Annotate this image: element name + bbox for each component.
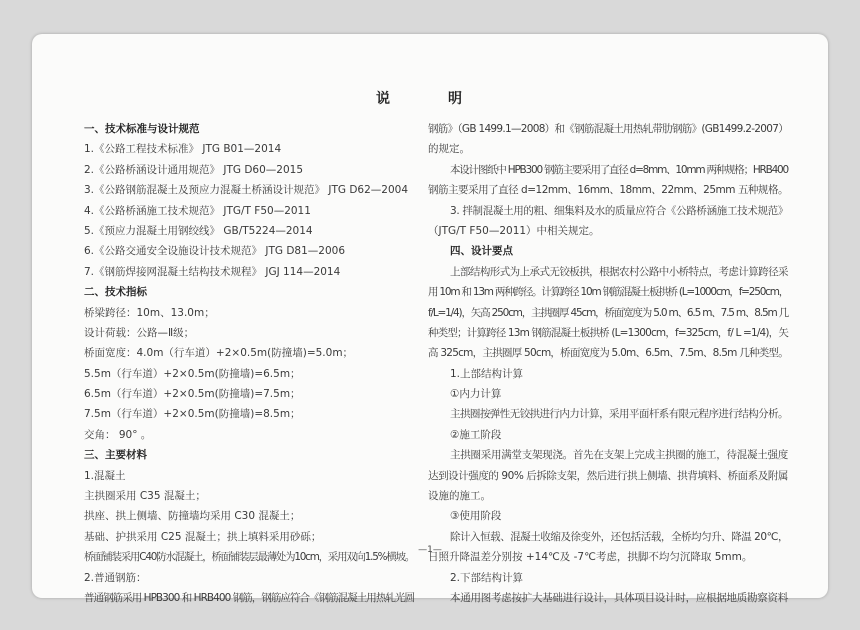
text-line xyxy=(428,221,788,241)
text-line-content: 种类型；计算跨径 13m 钢筋混凝土板拱桥 (L=1300cm，f=325cm，f/ L =1/4)，矢 xyxy=(428,326,788,339)
text-line xyxy=(84,568,414,588)
text-line-content: 主拱圈采用满堂支架现浇。首先在支架上完成主拱圈的施工，待混凝土强度 xyxy=(450,449,788,462)
text-line-content: f/L=1/4)，矢高 250cm，主拱圈厚 45cm，桥面宽度为 5.0 m、6.5 m、7.5 m、8.5m 几 xyxy=(428,306,788,319)
text-line xyxy=(428,466,788,486)
text-line xyxy=(428,160,788,180)
text-line xyxy=(84,486,414,506)
text-line-content: 除计入恒载、混凝土收缩及徐变外，还包括活载，全桥均匀升、降温 20℃， xyxy=(450,530,788,543)
text-line-content: 主拱圈按弹性无铰拱进行内力计算，采用平面杆系有限元程序进行结构分析。 xyxy=(450,408,788,421)
text-line-content: 6.《公路交通安全设施设计技术规范》 JTG D81—2006 xyxy=(84,245,346,258)
text-line xyxy=(84,506,414,526)
text-line-content: 上部结构形式为上承式无铰板拱，根据农村公路中小桥特点，考虑计算跨径采 xyxy=(450,265,788,278)
text-line xyxy=(84,384,414,404)
text-line-content: 设计荷载：公路—Ⅱ级； xyxy=(84,326,195,339)
text-line-content: 1.上部结构计算 xyxy=(450,367,524,380)
text-line xyxy=(428,404,788,424)
text-line-content: 设施的施工。 xyxy=(428,490,491,503)
text-line-content: 一、技术标准与设计规范 xyxy=(84,123,200,135)
text-line xyxy=(428,486,788,506)
text-line xyxy=(428,262,788,282)
text-line xyxy=(84,262,414,282)
text-line-content: ③使用阶段 xyxy=(450,510,502,523)
text-line-content: 4.《公路桥涵施工技术规范》 JTG/T F50—2011 xyxy=(84,204,311,217)
text-line-content: 本设计图纸中 HPB300 钢筋主要采用了直径 d=8mm、10mm 两种规格；HRB400 xyxy=(450,163,788,176)
text-line-content: 7.5m（行车道）+2×0.5m(防撞墙)=8.5m； xyxy=(84,408,301,421)
text-line-content: 二、技术指标 xyxy=(84,286,147,299)
text-line-content: 2.下部结构计算 xyxy=(450,571,524,584)
text-line xyxy=(84,364,414,384)
right-column xyxy=(428,119,788,608)
text-line xyxy=(84,466,414,486)
text-line xyxy=(84,201,414,221)
page-number: —1— xyxy=(418,545,442,555)
text-line xyxy=(84,588,414,608)
text-line-content: 交角： 90° 。 xyxy=(84,428,152,441)
text-line-content: （JTG/T F50—2011）中相关规定。 xyxy=(428,224,600,237)
text-line xyxy=(84,139,414,159)
text-line-content: 日照升降温差分别按 +14℃及 -7℃考虑，拱脚不均匀沉降取 5mm。 xyxy=(428,551,753,564)
text-line xyxy=(84,343,414,363)
text-line-content: 桥梁跨径：10m、13.0m； xyxy=(84,306,215,319)
text-line-content: 6.5m（行车道）+2×0.5m(防撞墙)=7.5m； xyxy=(84,388,301,401)
text-line-content: 用 10m 和 13m 两种跨径。计算跨径 10m 钢筋混凝土板拱桥 (L=1000cm，f=250cm， xyxy=(428,286,788,299)
text-line-content: 桥面铺装采用C40防水混凝土，桥面铺装层最薄处为10cm，采用双向1.5%横坡。 xyxy=(84,551,414,564)
text-line xyxy=(428,119,788,139)
text-line-content: 5.《预应力混凝土用钢绞线》 GB/T5224—2014 xyxy=(84,224,313,237)
text-line-content: 1.混凝土 xyxy=(84,469,126,482)
text-line xyxy=(428,282,788,302)
text-line-content: 7.《钢筋焊接网混凝土结构技术规程》 JGJ 114—2014 xyxy=(84,265,341,278)
text-line xyxy=(428,364,788,384)
text-line-content: 钢筋主要采用了直径 d=12mm、16mm、18mm、22mm、25mm 五种规格。 xyxy=(428,184,788,197)
text-line-content: 5.5m（行车道）+2×0.5m(防撞墙)=6.5m； xyxy=(84,367,301,380)
text-line xyxy=(428,323,788,343)
text-line-content: 钢筋》（GB 1499.1—2008）和《钢筋混凝土用热轧带肋钢筋》(GB1499.2-2007） xyxy=(428,123,788,135)
text-line xyxy=(428,201,788,221)
text-line-content: 1.《公路工程技术标准》 JTG B01—2014 xyxy=(84,143,282,156)
section-heading xyxy=(84,445,414,465)
text-line-content: 3.《公路钢筋混凝土及预应力混凝土桥涵设计规范》 JTG D62—2004 xyxy=(84,184,409,197)
section-heading xyxy=(84,119,414,139)
text-line xyxy=(84,160,414,180)
text-line xyxy=(428,139,788,159)
text-line xyxy=(84,323,414,343)
text-line-content: 2.普通钢筋： xyxy=(84,571,147,584)
text-line xyxy=(428,425,788,445)
text-line xyxy=(428,445,788,465)
text-line-content: 3. 拌制混凝土用的粗、细集料及水的质量应符合《公路桥涵施工技术规范》 xyxy=(450,204,788,217)
text-line-content: 拱座、拱上侧墙、防撞墙均采用 C30 混凝土； xyxy=(84,510,301,523)
text-line xyxy=(428,384,788,404)
text-line-content: 三、主要材料 xyxy=(84,449,147,462)
text-line xyxy=(84,404,414,424)
text-line xyxy=(428,588,788,608)
text-line-content: ①内力计算 xyxy=(450,388,502,401)
text-line-content: 达到设计强度的 90% 后拆除支架，然后进行拱上侧墙、拱背填料、桥面系及附属 xyxy=(428,469,788,482)
text-line xyxy=(428,303,788,323)
text-line xyxy=(428,568,788,588)
text-line xyxy=(84,425,414,445)
section-heading xyxy=(428,241,788,261)
text-line xyxy=(84,241,414,261)
text-line-content: 2.《公路桥涵设计通用规范》 JTG D60—2015 xyxy=(84,163,304,176)
section-heading xyxy=(84,282,414,302)
text-line-content: 主拱圈采用 C35 混凝土； xyxy=(84,490,206,503)
text-line-content: 本通用图考虑按扩大基础进行设计，具体项目设计时，应根据地质勘察资料 xyxy=(450,591,788,604)
text-line xyxy=(428,506,788,526)
text-line-content: ②施工阶段 xyxy=(450,428,502,441)
text-line-content: 四、设计要点 xyxy=(450,245,513,258)
text-line xyxy=(428,180,788,200)
page-title: 说 明 xyxy=(376,91,484,107)
text-line xyxy=(84,303,414,323)
text-line-content: 桥面宽度：4.0m（行车道）+2×0.5m(防撞墙)=5.0m； xyxy=(84,347,354,360)
text-line xyxy=(84,221,414,241)
text-line-content: 的规定。 xyxy=(428,143,470,156)
text-line-content: 基础、护拱采用 C25 混凝土；拱上填料采用砂砾； xyxy=(84,530,322,543)
text-line-content: 普通钢筋采用 HPB300 和 HRB400 钢筋，钢筋应符合《钢筋混凝土用热轧光圆 xyxy=(84,591,414,604)
text-line xyxy=(84,180,414,200)
text-line xyxy=(428,343,788,363)
left-column xyxy=(84,119,414,608)
text-line-content: 高 325cm，主拱圈厚 50cm，桥面宽度为 5.0m、6.5m、7.5m、8.5m 几种类型。 xyxy=(428,347,788,360)
